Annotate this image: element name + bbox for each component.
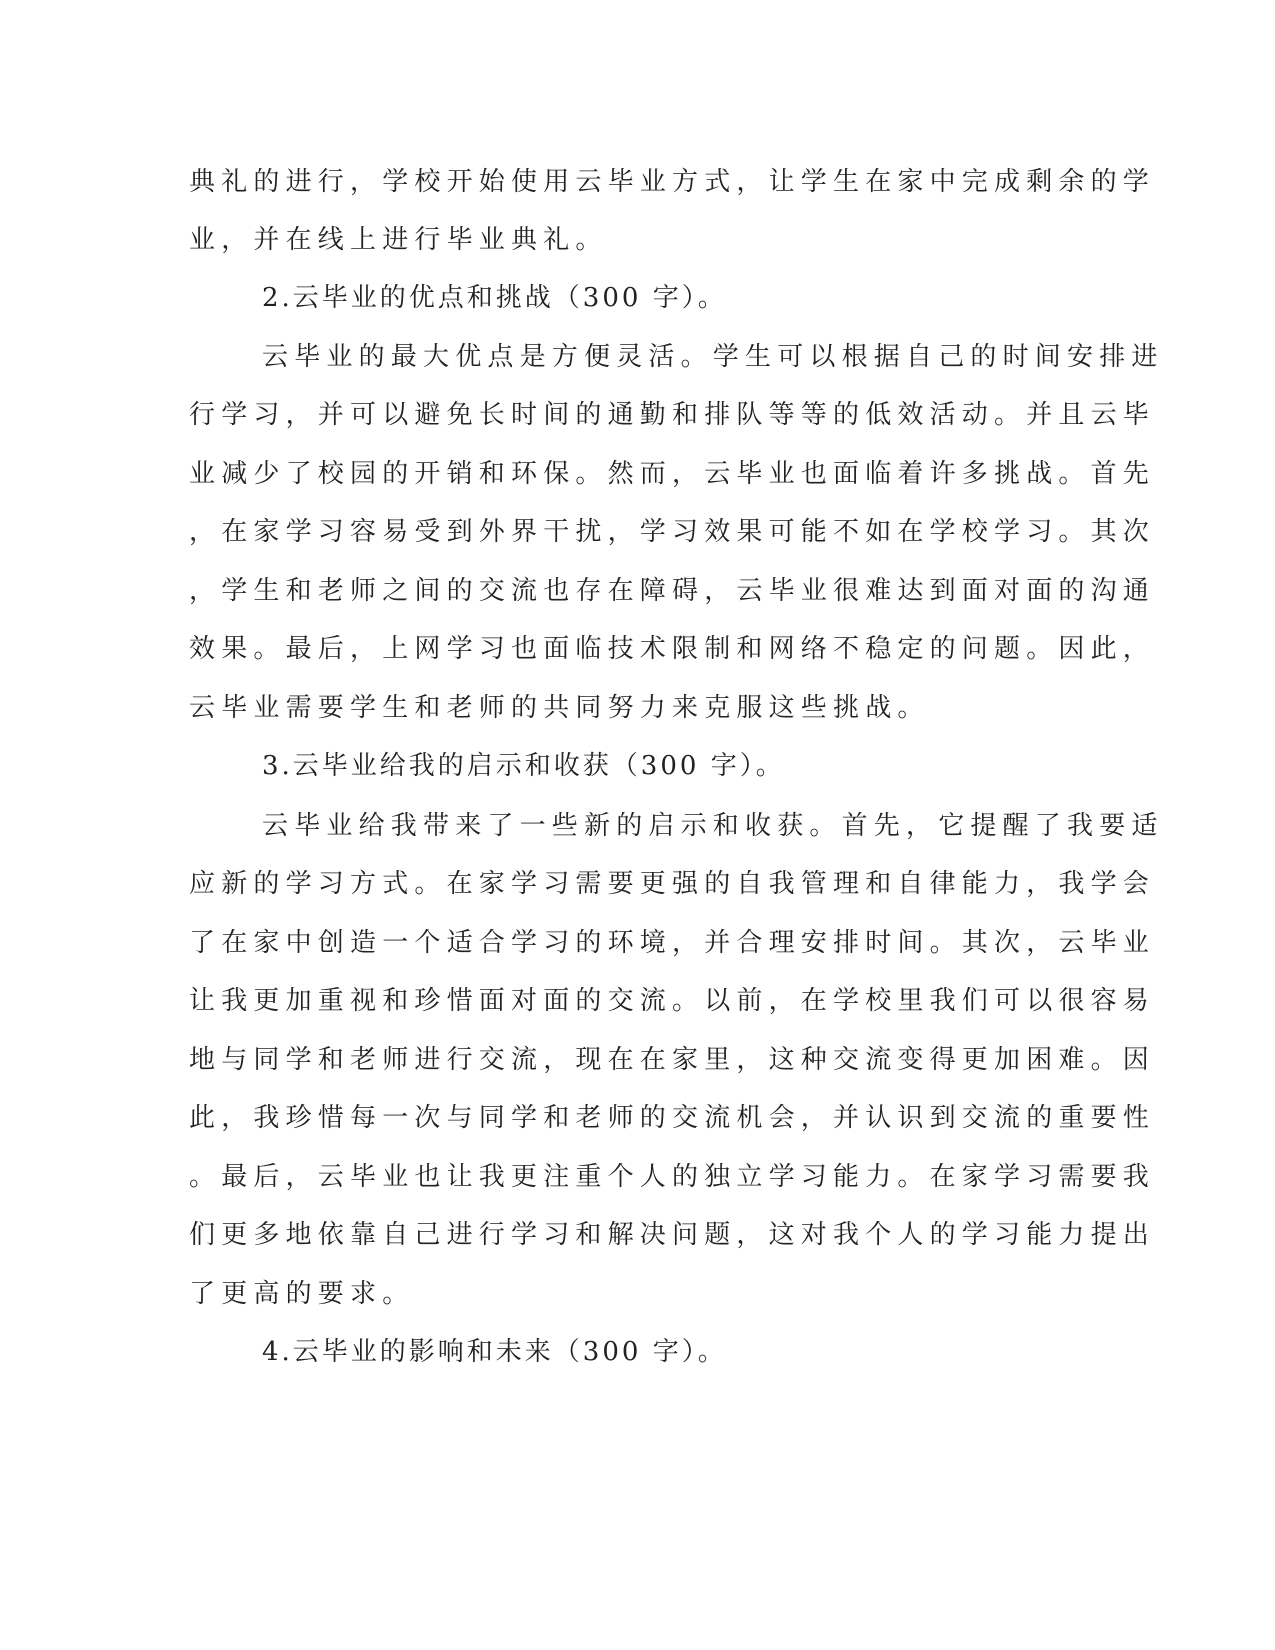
text-line: 云毕业需要学生和老师的共同努力来克服这些挑战。 <box>189 693 930 723</box>
text-line: 应新的学习方式。在家学习需要更强的自我管理和自律能力，我学会 <box>189 869 1156 899</box>
text-line: 了在家中创造一个适合学习的环境，并合理安排时间。其次，云毕业 <box>189 928 1156 958</box>
section-heading: 4.云毕业的影响和未来（300 字）。 <box>262 1337 727 1367</box>
paragraph-first-line: 云毕业的最大优点是方便灵活。学生可以根据自己的时间安排进 <box>262 342 1164 372</box>
text-line: 效果。最后，上网学习也面临技术限制和网络不稳定的问题。因此， <box>189 634 1156 664</box>
section-heading: 2.云毕业的优点和挑战（300 字）。 <box>262 283 727 313</box>
text-line: 让我更加重视和珍惜面对面的交流。以前，在学校里我们可以很容易 <box>189 986 1156 1016</box>
text-line: 此，我珍惜每一次与同学和老师的交流机会，并认识到交流的重要性 <box>189 1103 1156 1133</box>
text-line: ，在家学习容易受到外界干扰，学习效果可能不如在学校学习。其次 <box>189 517 1156 547</box>
text-line: 了更高的要求。 <box>189 1279 415 1309</box>
text-line: 业，并在线上进行毕业典礼。 <box>189 225 608 255</box>
paragraph-first-line: 云毕业给我带来了一些新的启示和收获。首先，它提醒了我要适 <box>262 811 1164 841</box>
text-line: 典礼的进行，学校开始使用云毕业方式，让学生在家中完成剩余的学 <box>189 167 1156 197</box>
text-line: 行学习，并可以避免长时间的通勤和排队等等的低效活动。并且云毕 <box>189 400 1156 430</box>
text-line: 业减少了校园的开销和环保。然而，云毕业也面临着许多挑战。首先 <box>189 459 1156 489</box>
text-line: 们更多地依靠自己进行学习和解决问题，这对我个人的学习能力提出 <box>189 1220 1156 1250</box>
section-heading: 3.云毕业给我的启示和收获（300 字）。 <box>262 751 785 781</box>
text-line: 地与同学和老师进行交流，现在在家里，这种交流变得更加困难。因 <box>189 1045 1156 1075</box>
text-line: ，学生和老师之间的交流也存在障碍，云毕业很难达到面对面的沟通 <box>189 576 1156 606</box>
text-line: 。最后，云毕业也让我更注重个人的独立学习能力。在家学习需要我 <box>189 1162 1156 1192</box>
